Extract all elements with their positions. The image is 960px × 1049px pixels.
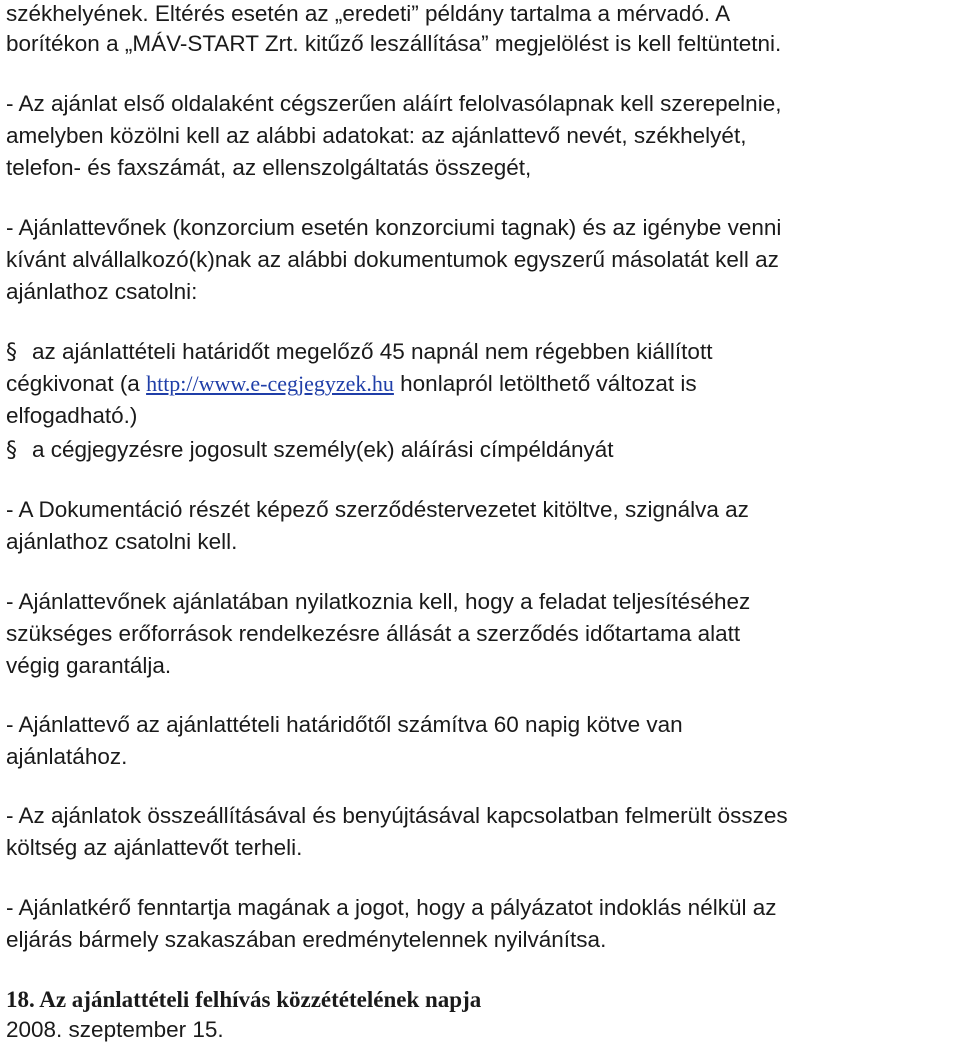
bullet-item-1-text: az ajánlattételi határidőt megelőző 45 napnál nem régebben kiállított	[32, 339, 713, 364]
contract-paragraph-line-1: - A Dokumentáció részét képező szerződéstervezetet kitöltve, szignálva az	[6, 497, 749, 522]
resources-paragraph-line-3: végig garantálja.	[6, 653, 172, 678]
invalid-paragraph-line-2: eljárás bármely szakaszában eredménytelennek nyilvánítsa.	[6, 927, 607, 952]
documents-paragraph-line-3: ajánlathoz csatolni:	[6, 279, 198, 304]
contract-paragraph-line-2: ajánlathoz csatolni kell.	[6, 529, 238, 554]
documents-paragraph-line-2: kívánt alvállalkozó(k)nak az alábbi dokumentumok egyszerű másolatát kell az	[6, 247, 779, 272]
cegjegyzek-link[interactable]: http://www.e-cegjegyzek.hu	[146, 371, 394, 396]
intro-line-1: székhelyének. Eltérés esetén az „eredeti” példány tartalma a mérvadó. A	[6, 1, 731, 26]
bullet-item-1-text-post: honlapról letölthető változat is	[393, 371, 697, 396]
resources-paragraph-line-1: - Ajánlattevőnek ajánlatában nyilatkoznia kell, hogy a feladat teljesítéséhez	[6, 589, 751, 614]
binding-paragraph-line-1: - Ajánlattevő az ajánlattételi határidőtől számítva 60 napig kötve van	[6, 712, 683, 737]
invalid-paragraph-line-1: - Ajánlatkérő fenntartja magának a jogot, hogy a pályázatot indoklás nélkül az	[6, 895, 777, 920]
bullet-item-1-line-1	[6, 336, 712, 368]
intro-line-2: borítékon a „MÁV-START Zrt. kitűző leszállítása” megjelölést is kell feltüntetni.	[6, 31, 782, 56]
section-18-heading: 18. Az ajánlattételi felhívás közzétételének napja	[6, 987, 482, 1012]
cover-paragraph-line-2: amelyben közölni kell az alábbi adatokat: az ajánlattevő nevét, székhelyét,	[6, 123, 747, 148]
section-bullet-icon: §	[6, 438, 17, 463]
resources-paragraph-line-2: szükséges erőforrások rendelkezésre állását a szerződés időtartama alatt	[6, 621, 741, 646]
bullet-item-2	[6, 434, 614, 466]
section-18-date: 2008. szeptember 15.	[6, 1017, 224, 1042]
documents-paragraph-line-1: - Ajánlattevőnek (konzorcium esetén konzorciumi tagnak) és az igénybe venni	[6, 215, 782, 240]
costs-paragraph-line-2: költség az ajánlattevőt terheli.	[6, 835, 303, 860]
costs-paragraph-line-1: - Az ajánlatok összeállításával és benyújtásával kapcsolatban felmerült összes	[6, 803, 788, 828]
cover-paragraph-line-3: telefon- és faxszámát, az ellenszolgáltatás összegét,	[6, 155, 532, 180]
bullet-item-2-text: a cégjegyzésre jogosult személy(ek) aláírási címpéldányát	[32, 437, 614, 462]
section-bullet-icon: §	[6, 340, 17, 365]
cover-paragraph-line-1: - Az ajánlat első oldalaként cégszerűen aláírt felolvasólapnak kell szerepelnie,	[6, 91, 782, 116]
bullet-item-1-line-2	[6, 368, 697, 400]
bullet-item-1-line-3: elfogadható.)	[6, 403, 138, 428]
bullet-item-1-text-pre: cégkivonat (a	[6, 371, 147, 396]
binding-paragraph-line-2: ajánlatához.	[6, 744, 128, 769]
